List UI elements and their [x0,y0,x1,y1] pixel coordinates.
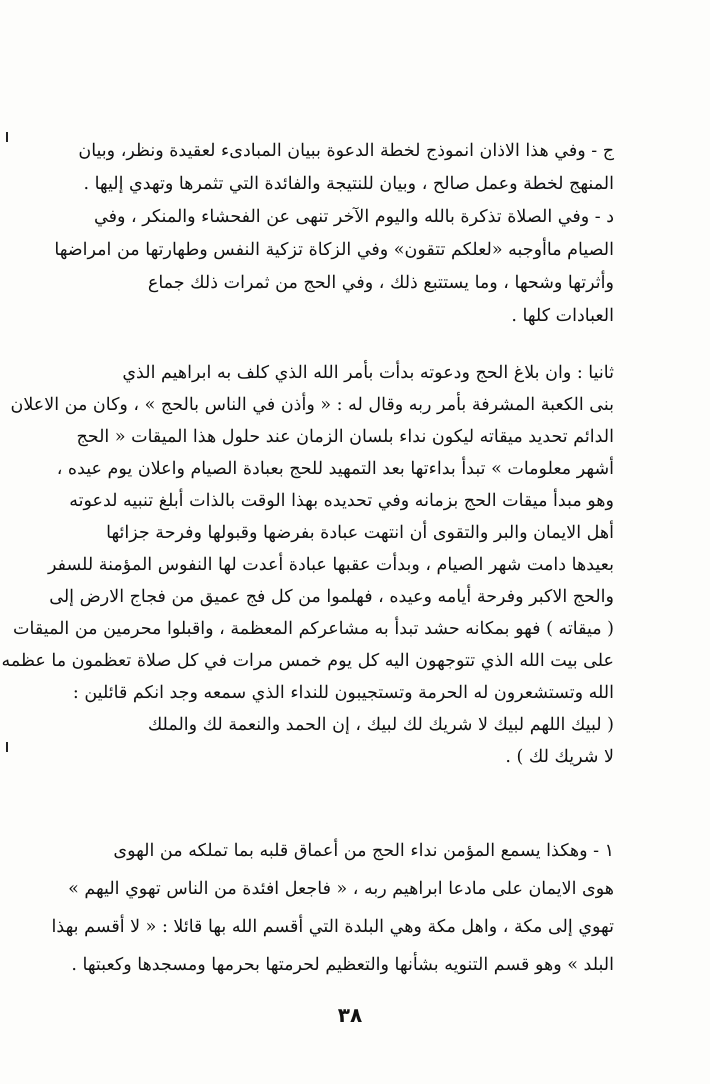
paragraph-section-second [1,362,614,778]
text-line: الدائم تحديد ميقاته ليكون نداء بلسان الزمان عند حلول هذا الميقات « الحج [76,427,614,447]
text-line: هوى الايمان على مادعا ابراهيم ربه ، « فاجعل افئدة من الناس تهوي اليهم » [68,879,614,899]
text-line: والحج الاكبر وفرحة أيامه وعيده ، فهلموا من كل فج عميق من فجاج الارض إلى [49,587,614,607]
margin-mark [6,742,8,752]
text-line: على بيت الله الذي تتوجهون اليه كل يوم خمس مرات في كل صلاة تعظمون ما عظمه [1,651,614,671]
text-line: ١ - وهكذا يسمع المؤمن نداء الحج من أعماق قلبه بما تملكه من الهوى [113,841,614,861]
text-line: ( ميقاته ) فهو بمكانه حشد تبدأ به مشاعركم المعظمة ، واقبلوا محرمين من الميقات [13,619,614,639]
text-line: المنهج لخطة وعمل صالح ، وبيان للنتيجة والفائدة التي تثمرها وتهدي إليها . [83,174,614,194]
text-line: وأثرتها وشحها ، وما يستتبع ذلك ، وفي الحج من ثمرات ذلك جماع [147,273,614,293]
text-line: البلد » وهو قسم التنويه بشأنها والتعظيم لحرمتها بحرمها ومسجدها وكعبتها . [71,955,614,975]
text-line: لا شريك لك ) . [505,747,614,767]
text-line: تهوي إلى مكة ، واهل مكة وهي البلدة التي أقسم الله بها قائلا : « لا أقسم بهذا [51,917,614,937]
text-line: الله وتستشعرون له الحرمة وتستجيبون للنداء الذي سمعه وجد انكم قائلين : [72,683,614,703]
paragraph-section-one [51,840,614,992]
text-line: ( لبيك اللهم لبيك لا شريك لك لبيك ، إن الحمد والنعمة لك والملك [147,715,614,735]
text-line: بعيدها دامت شهر الصيام ، وبدأت عقبها عبادة أعدت لها النفوس المؤمنة للسفر [47,555,614,575]
text-line: ثانيا : وان بلاغ الحج ودعوته بدأت بأمر الله الذي كلف به ابراهيم الذي [122,363,614,383]
text-line: ج - وفي هذا الاذان انموذج لخطة الدعوة ببيان المبادىء لعقيدة ونظر، وبيان [78,141,614,161]
text-line: أهل الايمان والبر والتقوى أن انتهت عبادة بفرضها وقبولها وفرحة جزائها [106,523,614,543]
text-line: وهو مبدأ ميقات الحج بزمانه وفي تحديده بهذا الوقت بالذات أبلغ تنبيه لدعوته [69,491,614,511]
paragraph-section-c-d [54,140,614,338]
text-line: الصيام ماأوجبه «لعلكم تتقون» وفي الزكاة تزكية النفس وطهارتها من امراضها [54,240,614,260]
text-line: أشهر معلومات » تبدأ بداءتها بعد التمهيد للحج بعبادة الصيام واعلان يوم عيده ، [56,459,614,479]
text-line: بنى الكعبة المشرفة بأمر ربه وقال له : « وأذن في الناس بالحج » ، وكان من الاعلان [10,395,614,415]
page-number: ٣٨ [337,1003,363,1027]
text-line: العبادات كلها . [511,306,614,326]
margin-mark [6,132,8,142]
text-line: د - وفي الصلاة تذكرة بالله واليوم الآخر تنهى عن الفحشاء والمنكر ، وفي [94,207,614,227]
